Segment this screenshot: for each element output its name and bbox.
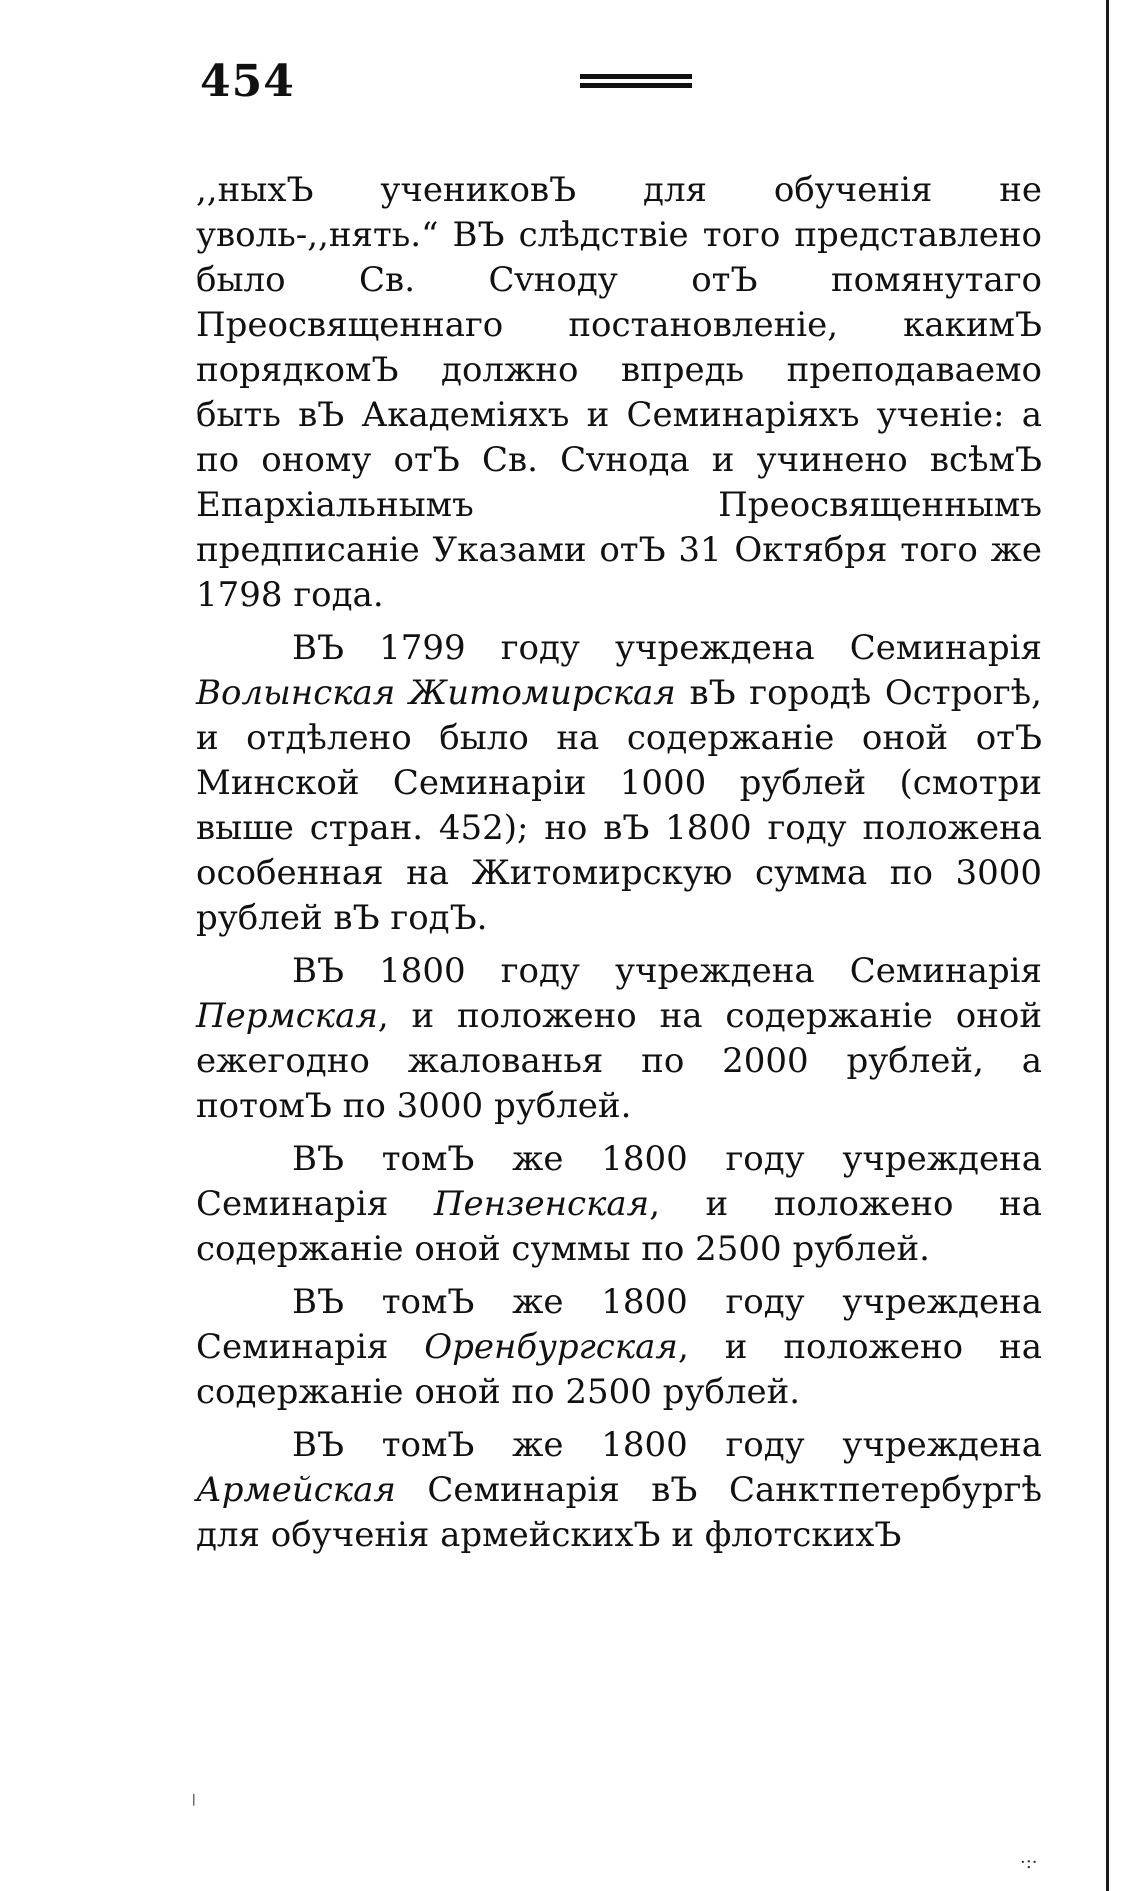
paragraph-text: , и положено на содержаніе оной ежегодно жалованья по 2000 рублей, а потомЪ по 3000 рублей.	[196, 996, 1042, 1126]
page-edge-line	[1106, 0, 1109, 1891]
seminary-name: Армейская	[196, 1470, 396, 1510]
paragraph-text: ВЪ томЪ же 1800 году учреждена Семинарія	[196, 1139, 1042, 1224]
paragraph-text: ВЪ 1800 году учреждена Семинарія	[292, 951, 1042, 991]
seminary-name: Пензенская	[433, 1184, 650, 1224]
paragraph-text: Семинарія вЪ Санктпетербургѣ для обученія армейскихЪ и флотскихЪ	[196, 1470, 1042, 1555]
paragraph-text: , и положено на содержаніе оной суммы по 2500 рублей.	[196, 1184, 1042, 1269]
margin-ink-mark: ᛌ	[186, 1790, 202, 1820]
seminary-name: Пермская	[196, 996, 378, 1036]
seminary-name: Оренбургская	[424, 1327, 678, 1367]
header-ornament-rule	[580, 74, 692, 92]
paragraph-text: , и положено на содержаніе оной по 2500 рублей.	[196, 1327, 1042, 1412]
page-number: 454	[200, 56, 295, 107]
paragraph	[196, 1137, 1042, 1272]
header-rule-line	[580, 74, 692, 79]
paragraph	[196, 949, 1042, 1129]
paragraph-text: ,,ныхЪ учениковЪ для обученія не уволь-,,нять.“ ВЪ слѣдствіе того представлено было Св. Сvноду отЪ помянутаго Преосвященнаго постановленіе, какимЪ порядкомЪ должно впредь преподаваемо быть вЪ Академіяхъ и Семинаріяхъ ученіе: а по оному отЪ Св. Сvнода и учинено всѣмЪ Епархіальнымъ Преосвященнымъ предписаніе Указами отЪ 31 Октября того же 1798 года.	[196, 170, 1042, 615]
paragraph-text: вЪ городѣ Острогѣ, и отдѣлено было на содержаніе оной отЪ Минской Семинаріи 1000 рублей (смотри выше стран. 452); но вЪ 1800 году положена особенная на Житомирскую сумма по 3000 рублей вЪ годЪ.	[196, 673, 1042, 938]
header-rule-line	[580, 83, 692, 88]
margin-ink-speck: ·:·	[1020, 1852, 1038, 1873]
body-text	[196, 168, 1042, 1566]
paragraph	[196, 168, 1042, 618]
paragraph	[196, 626, 1042, 941]
paragraph	[196, 1280, 1042, 1415]
paragraph-text: ВЪ 1799 году учреждена Семинарія	[292, 628, 1042, 668]
seminary-name: Волынская Житомирская	[196, 673, 676, 713]
paragraph-text: ВЪ томЪ же 1800 году учреждена	[292, 1425, 1042, 1465]
paragraph-text: ВЪ томЪ же 1800 году учреждена Семинарія	[196, 1282, 1042, 1367]
paragraph	[196, 1423, 1042, 1558]
